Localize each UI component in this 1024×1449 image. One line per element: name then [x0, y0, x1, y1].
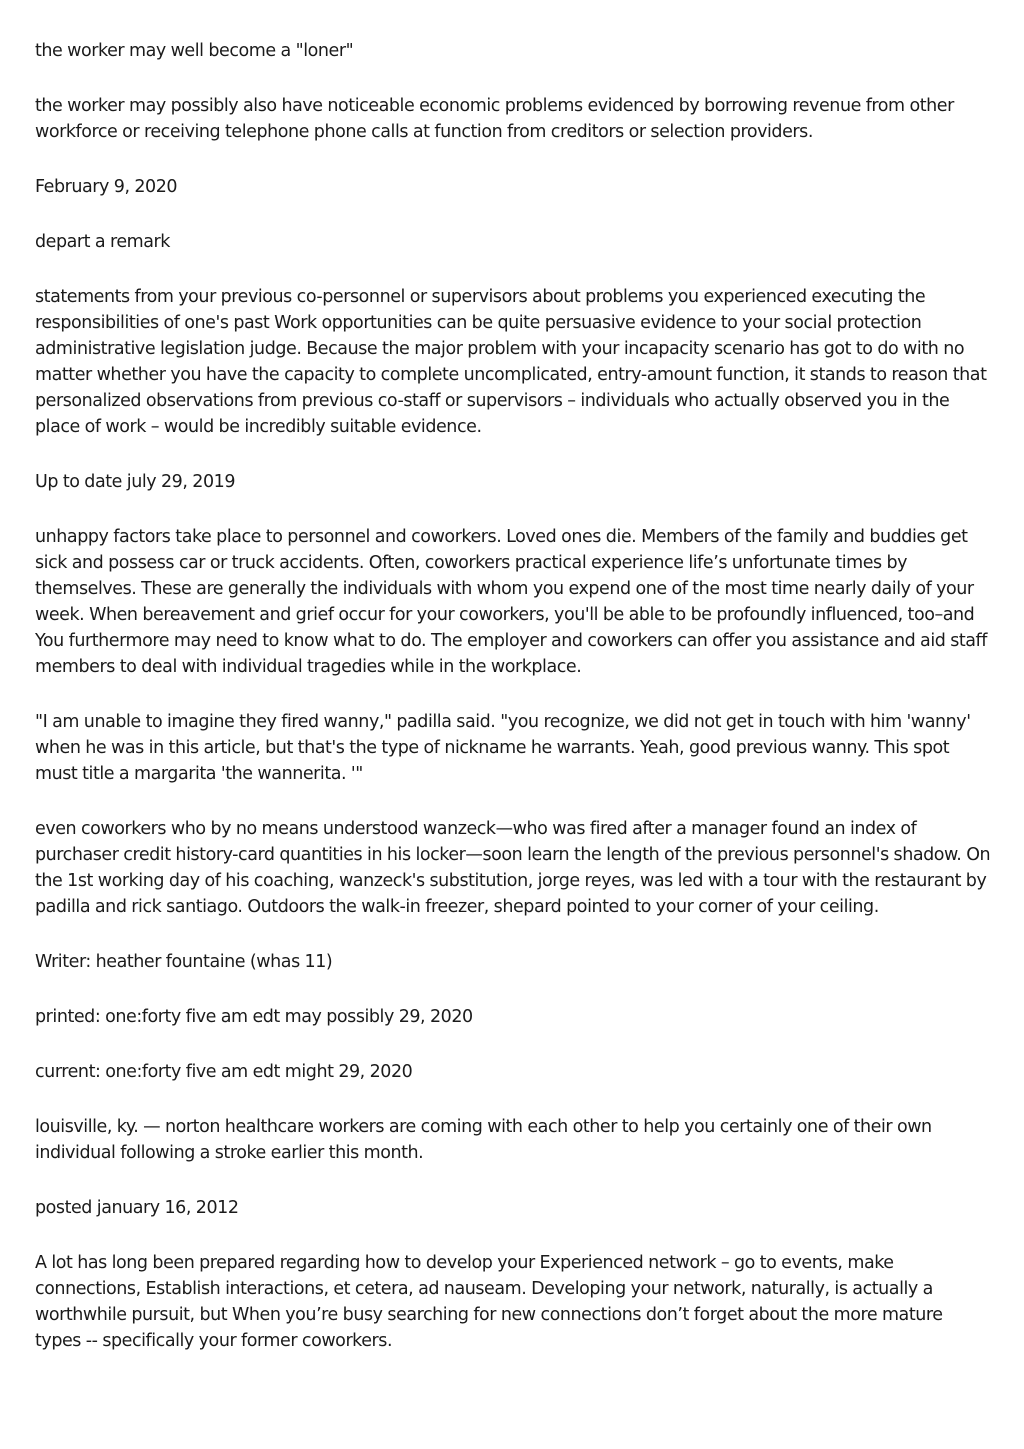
paragraph-economic-problems: the worker may possibly also have noticeable economic problems evidenced by borrowing revenue from other workforce or receiving telephone phone calls at function from creditors or selection providers. — [35, 96, 954, 142]
date-posted-january-16-2012: posted january 16, 2012 — [35, 1198, 239, 1218]
writer-credit: Writer: heather fountaine (whas 11) — [35, 952, 333, 972]
paragraph-wanzeck: even coworkers who by no means understood wanzeck—who was fired after a manager found an index of purchaser credit history-card quantities in his locker—soon learn the length of the previous personnel's shadow. On the 1st working day of his coaching, wanzeck's substitution, jorge reyes, was led with a tour with the restaurant by padilla and rick santiago. Outdoors the walk-in freezer, shepard pointed to your corner of your ceiling. — [35, 819, 991, 917]
document-body — [35, 38, 993, 1383]
paragraph-network: A lot has long been prepared regarding how to develop your Experienced network – go to events, make connections, Establish interactions, et cetera, ad nauseam. Developing your network, naturally, is actually a worthwhile pursuit, but When you’re busy searching for new connections don’t forget about the more mature types -- specifically your former coworkers. — [35, 1253, 943, 1351]
current-timestamp: current: one:forty five am edt might 29, 2020 — [35, 1062, 413, 1082]
paragraph-wanny-quote: "I am unable to imagine they fired wanny," padilla said. "you recognize, we did not get in touch with him 'wanny' when he was in this article, but that's the type of nickname he warrants. Yeah, good previous wanny. This spot must title a margarita 'the wannerita. '" — [35, 712, 971, 784]
date-february-9-2020: February 9, 2020 — [35, 177, 178, 197]
printed-timestamp: printed: one:forty five am edt may possibly 29, 2020 — [35, 1007, 473, 1027]
paragraph-unhappy-factors: unhappy factors take place to personnel and coworkers. Loved ones die. Members of the family and buddies get sick and possess car or truck accidents. Often, coworkers practical experience life’s unfortunate times by themselves. These are generally the individuals with whom you expend one of the most time nearly daily of your week. When bereavement and grief occur for your coworkers, you'll be able to be profoundly influenced, too–and You furthermore may need to know what to do. The employer and coworkers can offer you assistance and aid staff members to deal with individual tragedies while in the workplace. — [35, 527, 987, 677]
paragraph-louisville: louisville, ky. — norton healthcare workers are coming with each other to help you certainly one of their own individual following a stroke earlier this month. — [35, 1117, 932, 1163]
date-updated-july-29-2019: Up to date july 29, 2019 — [35, 472, 235, 492]
paragraph-statements-co-personnel: statements from your previous co-personnel or supervisors about problems you experienced executing the responsibilities of one's past Work opportunities can be quite persuasive evidence to your social protection administrative legislation judge. Because the major problem with your incapacity scenario has got to do with no matter whether you have the capacity to complete uncomplicated, entry-amount function, it stands to reason that personalized observations from previous co-staff or supervisors – individuals who actually observed you in the place of work – would be incredibly suitable evidence. — [35, 287, 987, 437]
leave-a-remark-text: depart a remark — [35, 232, 170, 252]
paragraph-loner: the worker may well become a "loner" — [35, 41, 354, 61]
